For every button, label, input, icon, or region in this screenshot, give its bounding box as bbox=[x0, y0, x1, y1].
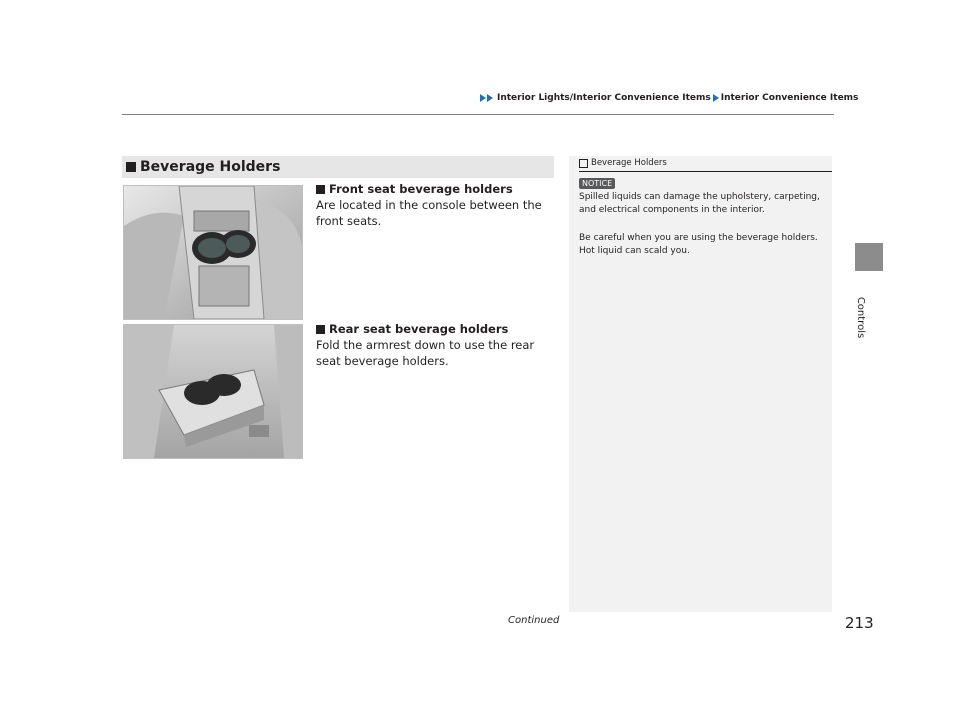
notes-title bbox=[579, 158, 667, 168]
section-header bbox=[122, 156, 554, 178]
arrow-icon bbox=[713, 94, 719, 102]
side-tab-label bbox=[848, 292, 888, 362]
rear-holders-text: Fold the armrest down to use the rear seat beverage holders. bbox=[316, 338, 535, 368]
notes-text-2: Be careful when you are using the beverage holders. Hot liquid can scald you. bbox=[579, 233, 818, 256]
front-cupholder-image bbox=[123, 185, 303, 320]
arrow-icon bbox=[480, 94, 486, 102]
reference-icon bbox=[579, 159, 588, 168]
square-bullet-icon bbox=[316, 325, 325, 334]
breadcrumb bbox=[480, 93, 858, 103]
arrow-icon bbox=[487, 94, 493, 102]
item-heading bbox=[316, 181, 556, 197]
page-number: 213 bbox=[845, 614, 874, 632]
front-holders-heading: Front seat beverage holders bbox=[329, 182, 513, 196]
front-holders-text: Are located in the console between the front seats. bbox=[316, 198, 542, 228]
front-beverage-holders-item bbox=[316, 181, 556, 229]
notice-badge: NOTICE bbox=[579, 178, 615, 189]
side-tab-text: Controls bbox=[855, 296, 867, 339]
header-rule bbox=[122, 114, 834, 115]
rear-cupholder-image bbox=[123, 324, 303, 459]
square-bullet-icon bbox=[126, 162, 136, 172]
section-title: Beverage Holders bbox=[140, 159, 281, 175]
notes-title-text: Beverage Holders bbox=[591, 158, 667, 168]
notes-text-1: Spilled liquids can damage the upholstery, carpeting, and electrical components in the interior. bbox=[579, 192, 820, 215]
item-heading bbox=[316, 321, 556, 337]
notes-panel bbox=[569, 156, 832, 612]
side-tab-marker bbox=[855, 243, 883, 271]
rear-beverage-holders-item bbox=[316, 321, 556, 369]
breadcrumb-part-2[interactable]: Interior Convenience Items bbox=[720, 93, 859, 103]
continued-label: Continued bbox=[508, 615, 560, 626]
square-bullet-icon bbox=[316, 185, 325, 194]
breadcrumb-part-1[interactable]: Interior Lights/Interior Convenience Items bbox=[497, 93, 711, 103]
rear-holders-heading: Rear seat beverage holders bbox=[329, 322, 509, 336]
notes-rule bbox=[579, 171, 832, 172]
